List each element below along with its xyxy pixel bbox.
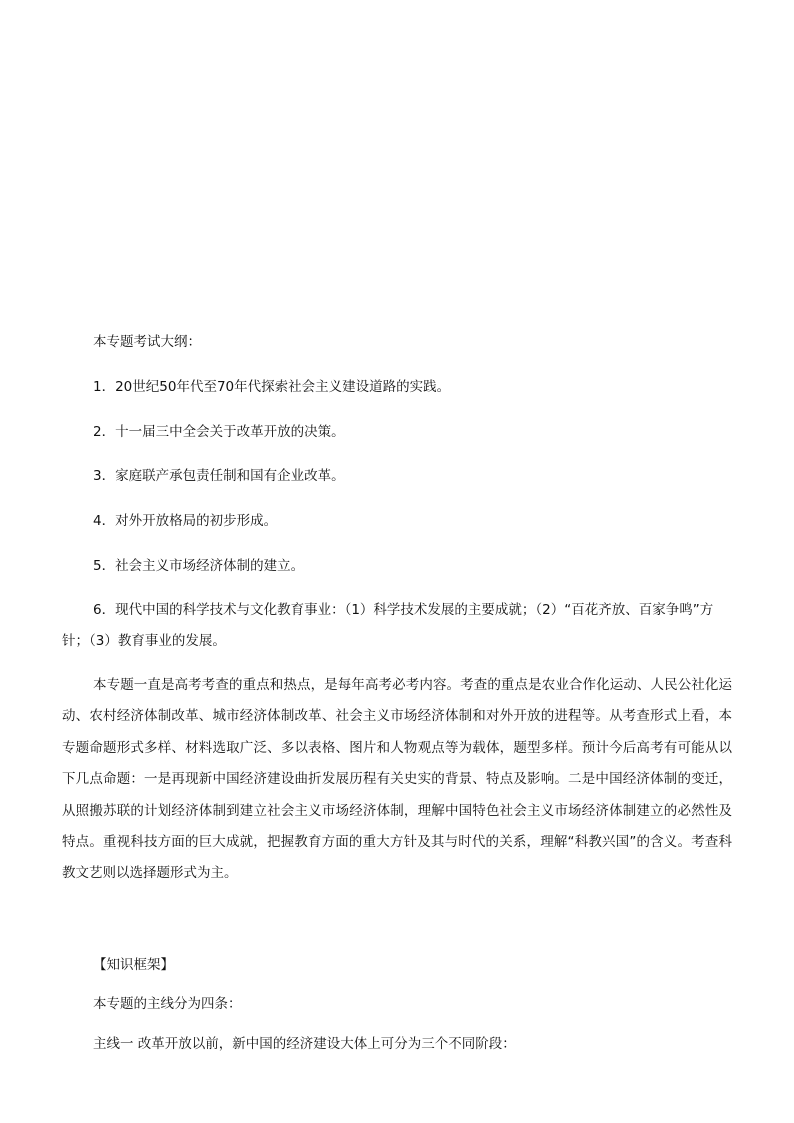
mainline-one: 主线一 改革开放以前，新中国的经济建设大体上可分为三个不同阶段： — [93, 1036, 516, 1052]
outline-item-3: 3．家庭联产承包责任制和国有企业改革。 — [93, 468, 345, 484]
outline-item-1: 1．20世纪50年代至70年代探索社会主义建设道路的实践。 — [93, 379, 451, 395]
framework-heading: 【知识框架】 — [93, 957, 174, 973]
outline-item-2: 2．十一届三中全会关于改革开放的决策。 — [93, 424, 345, 440]
outline-heading: 本专题考试大纲： — [93, 334, 201, 350]
intro-paragraph: 本专题一直是高考考查的重点和热点，是每年高考必考内容。考查的重点是农业合作化运动、人民公社化运动、农村经济体制改革、城市经济体制改革、社会主义市场经济体制和对外开放的进程等。从考查形式上看，本专题命题形式多样、材料选取广泛、多以表格、图片和人物观点等为载体，题型多样。预计今后高考有可能从以下几点命题：一是再现新中国经济建设曲折发展历程有关史实的背景、特点及影响。二是中国经济体制的变迁，从照搬苏联的计划经济体制到建立社会主义市场经济体制，理解中国特色社会主义市场经济体制建立的必然性及特点。重视科技方面的巨大成就，把握教育方面的重大方针及其与时代的关系，理解“科教兴国”的含义。考查科教文艺则以选择题形式为主。 — [62, 677, 732, 882]
outline-item-4: 4．对外开放格局的初步形成。 — [93, 513, 278, 529]
outline-item-5: 5．社会主义市场经济体制的建立。 — [93, 558, 305, 574]
outline-item-6: 6．现代中国的科学技术与文化教育事业：（1）科学技术发展的主要成就；（2）“百花齐放、百家争鸣”方针；（3）教育事业的发展。 — [62, 602, 714, 649]
framework-intro: 本专题的主线分为四条： — [93, 996, 242, 1012]
